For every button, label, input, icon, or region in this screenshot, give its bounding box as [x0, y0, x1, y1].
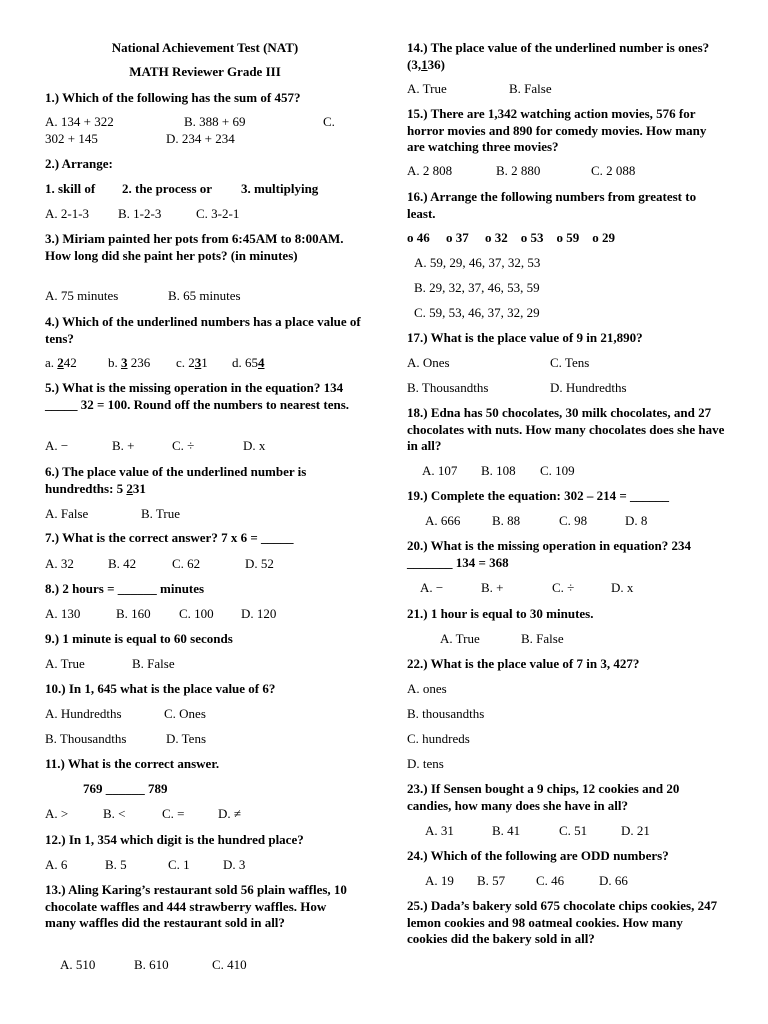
question-3: 3.) Miriam painted her pots from 6:45AM to 8:00AM. How long did she paint her pots? (in minutes) — [45, 231, 344, 263]
question-1: 1.) Which of the following has the sum of 457? — [45, 90, 301, 105]
q24-option-a: A. 19 — [425, 873, 454, 888]
q20-option-a: A. − — [420, 580, 444, 595]
q1-option-a: A. 134 + 322 — [45, 114, 114, 129]
q12-option-c: C. 1 — [168, 857, 190, 872]
q5-option-a: A. − — [45, 438, 69, 453]
question-20: 20.) What is the missing operation in equation? 234 _______ 134 = 368 — [407, 538, 691, 570]
q18-option-b: B. 108 — [481, 463, 516, 478]
question-10: 10.) In 1, 645 what is the place value of 6? — [45, 681, 276, 696]
q23-option-b: B. 41 — [492, 823, 521, 838]
q23-option-d: D. 21 — [621, 823, 650, 838]
q6-option-a: A. False — [45, 506, 89, 521]
q7-option-c: C. 62 — [172, 556, 201, 571]
q5-option-d: D. x — [243, 438, 266, 453]
q12-option-d: D. 3 — [223, 857, 246, 872]
q19-option-b: B. 88 — [492, 513, 521, 528]
q16-option-c: C. 59, 53, 46, 37, 32, 29 — [414, 305, 540, 320]
question-2: 2.) Arrange: — [45, 156, 113, 171]
q14-option-a: A. True — [407, 81, 447, 96]
q14-option-b: B. False — [509, 81, 552, 96]
q12-option-a: A. 6 — [45, 857, 68, 872]
q8-option-b: B. 160 — [116, 606, 151, 621]
q24-option-d: D. 66 — [599, 873, 628, 888]
q10-option-a: A. Hundredths — [45, 706, 122, 721]
q19-option-a: A. 666 — [425, 513, 461, 528]
page-title: National Achievement Test (NAT) — [111, 40, 299, 55]
q16-items: o 46 o 37 o 32 o 53 o 59 o 29 — [407, 230, 615, 245]
q17-option-d: D. Hundredths — [550, 380, 627, 395]
q13-option-a: A. 510 — [60, 957, 96, 972]
q2-option-b: B. 1-2-3 — [118, 206, 162, 221]
q17-option-c: C. Tens — [550, 355, 590, 370]
question-25: 25.) Dada’s bakery sold 675 chocolate chips cookies, 247 lemon cookies and 98 oatmeal cookies. How many cookies did the bakery sold in all? — [407, 898, 718, 946]
question-8: 8.) 2 hours = ______ minutes — [45, 581, 205, 596]
question-11: 11.) What is the correct answer. — [45, 756, 220, 771]
question-19: 19.) Complete the equation: 302 – 214 = ______ — [407, 488, 669, 503]
q1-option-c: 302 + 145 — [45, 131, 98, 146]
q22-option-c: C. hundreds — [407, 731, 470, 746]
q10-option-d: D. Tens — [166, 731, 207, 746]
question-6: 6.) The place value of the underlined number is hundredths: 5 231 — [45, 464, 307, 496]
q17-option-a: A. Ones — [407, 355, 450, 370]
q4-option-b: b. 3 236 — [108, 355, 151, 370]
q4-option-a: a. 242 — [45, 355, 77, 370]
q22-option-a: A. ones — [407, 681, 447, 696]
q2-item-3: 3. multiplying — [241, 181, 319, 196]
question-4: 4.) Which of the underlined numbers has a place value of tens? — [45, 314, 361, 346]
question-5: 5.) What is the missing operation in the equation? 134 _____ 32 = 100. Round off the numbers to nearest tens. — [45, 380, 350, 412]
q9-option-b: B. False — [132, 656, 175, 671]
q10-option-c: C. Ones — [164, 706, 206, 721]
question-23: 23.) If Sensen bought a 9 chips, 12 cookies and 20 candies, how many does she have in all? — [407, 781, 680, 813]
q21-option-b: B. False — [521, 631, 564, 646]
page-subtitle: MATH Reviewer Grade III — [129, 64, 281, 79]
q10-option-b: B. Thousandths — [45, 731, 127, 746]
q16-option-b: B. 29, 32, 37, 46, 53, 59 — [414, 280, 540, 295]
q16-option-a: A. 59, 29, 46, 37, 32, 53 — [414, 255, 541, 270]
q11-option-b: B. < — [103, 806, 126, 821]
q5-option-c: C. ÷ — [172, 438, 195, 453]
question-14: 14.) The place value of the underlined number is ones? (3,136) — [407, 40, 710, 72]
q1-option-b: B. 388 + 69 — [184, 114, 246, 129]
q2-item-2: 2. the process or — [122, 181, 213, 196]
q1-option-d: D. 234 + 234 — [166, 131, 235, 146]
question-12: 12.) In 1, 354 which digit is the hundred place? — [45, 832, 304, 847]
question-13: 13.) Aling Karing’s restaurant sold 56 plain waffles, 10 chocolate waffles and 444 strawberry waffles. How many waffles did the restaurant sold in all? — [45, 882, 347, 930]
q20-option-b: B. + — [481, 580, 504, 595]
question-18: 18.) Edna has 50 chocolates, 30 milk chocolates, and 27 chocolates with nuts. How many chocolates does she have in all? — [407, 405, 725, 453]
q11-expression: 769 ______ 789 — [83, 781, 168, 796]
q13-option-b: B. 610 — [134, 957, 169, 972]
question-16: 16.) Arrange the following numbers from greatest to least. — [407, 189, 697, 221]
q23-option-c: C. 51 — [559, 823, 588, 838]
q2-option-a: A. 2-1-3 — [45, 206, 90, 221]
q8-option-c: C. 100 — [179, 606, 214, 621]
q17-option-b: B. Thousandths — [407, 380, 489, 395]
q21-option-a: A. True — [440, 631, 480, 646]
q24-option-b: B. 57 — [477, 873, 506, 888]
q11-option-c: C. = — [162, 806, 185, 821]
q12-option-b: B. 5 — [105, 857, 127, 872]
question-15: 15.) There are 1,342 watching action movies, 576 for horror movies and 890 for comedy movies. How many are watching three movies? — [407, 106, 707, 154]
q7-option-d: D. 52 — [245, 556, 274, 571]
q11-option-a: A. > — [45, 806, 69, 821]
q11-option-d: D. ≠ — [218, 806, 242, 821]
q8-option-d: D. 120 — [241, 606, 277, 621]
q1-option-c-label: C. — [323, 114, 335, 129]
question-21: 21.) 1 hour is equal to 30 minutes. — [407, 606, 594, 621]
q19-option-c: C. 98 — [559, 513, 588, 528]
question-9: 9.) 1 minute is equal to 60 seconds — [45, 631, 233, 646]
q2-item-1: 1. skill of — [45, 181, 96, 196]
q15-option-b: B. 2 880 — [496, 163, 541, 178]
q4-option-d: d. 654 — [232, 355, 265, 370]
q15-option-c: C. 2 088 — [591, 163, 636, 178]
question-17: 17.) What is the place value of 9 in 21,890? — [407, 330, 643, 345]
q13-option-c: C. 410 — [212, 957, 247, 972]
q7-option-a: A. 32 — [45, 556, 74, 571]
q9-option-a: A. True — [45, 656, 85, 671]
q23-option-a: A. 31 — [425, 823, 454, 838]
q2-option-c: C. 3-2-1 — [196, 206, 240, 221]
q22-option-d: D. tens — [407, 756, 444, 771]
q8-option-a: A. 130 — [45, 606, 81, 621]
q4-option-c: c. 231 — [176, 355, 208, 370]
q18-option-a: A. 107 — [422, 463, 458, 478]
q18-option-c: C. 109 — [540, 463, 575, 478]
q6-option-b: B. True — [141, 506, 181, 521]
q20-option-c: C. ÷ — [552, 580, 575, 595]
q20-option-d: D. x — [611, 580, 634, 595]
q24-option-c: C. 46 — [536, 873, 565, 888]
question-7: 7.) What is the correct answer? 7 x 6 = _____ — [45, 530, 294, 545]
q3-option-b: B. 65 minutes — [168, 288, 241, 303]
q22-option-b: B. thousandths — [407, 706, 485, 721]
q7-option-b: B. 42 — [108, 556, 137, 571]
q15-option-a: A. 2 808 — [407, 163, 453, 178]
question-22: 22.) What is the place value of 7 in 3, 427? — [407, 656, 640, 671]
q3-option-a: A. 75 minutes — [45, 288, 119, 303]
question-24: 24.) Which of the following are ODD numbers? — [407, 848, 669, 863]
q19-option-d: D. 8 — [625, 513, 648, 528]
q5-option-b: B. + — [112, 438, 135, 453]
